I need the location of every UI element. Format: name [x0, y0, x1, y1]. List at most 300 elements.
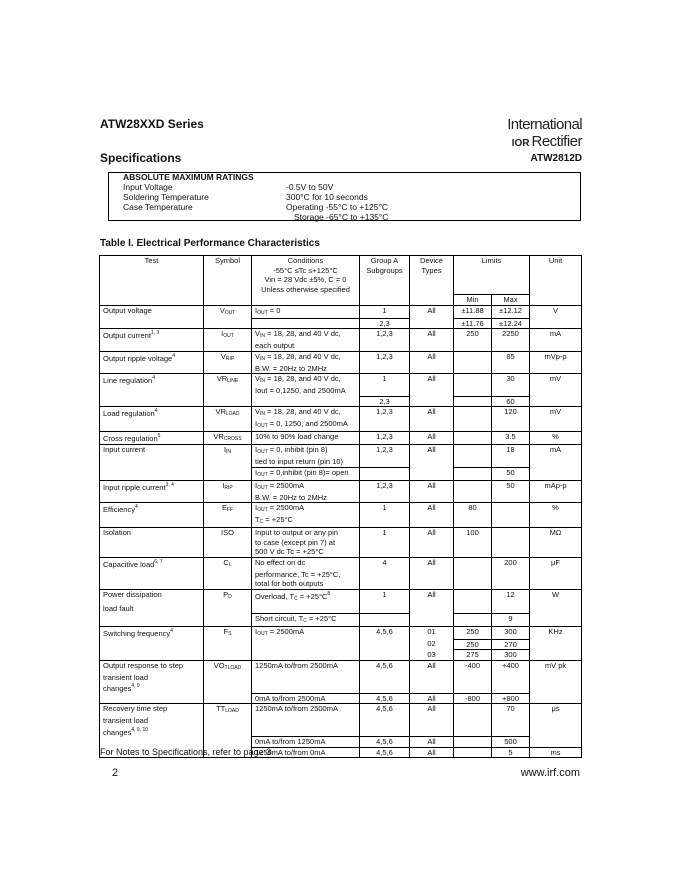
device-cell	[410, 515, 454, 528]
min-cell	[454, 614, 492, 627]
header-cell: Test	[100, 256, 204, 266]
group-cell: 1,2,3	[360, 329, 410, 342]
header-cell	[100, 285, 204, 295]
group-cell: 4	[360, 557, 410, 570]
conditions-cell	[252, 432, 360, 445]
group-cell	[360, 639, 410, 650]
cell-text: I	[255, 503, 258, 512]
min-cell	[454, 604, 492, 614]
conditions-cell	[252, 467, 360, 480]
cell-text: = 2500mA	[267, 480, 305, 490]
group-cell: 1	[360, 503, 410, 516]
max-cell: 85	[492, 351, 530, 364]
symbol-cell	[204, 627, 252, 640]
test-cell	[100, 329, 204, 342]
table-row	[100, 627, 582, 640]
unit-cell	[530, 538, 582, 548]
footnote-ref: 4	[134, 504, 138, 510]
test-cell	[100, 650, 204, 661]
table-row	[100, 650, 582, 661]
subscript: D	[228, 593, 232, 600]
symbol-cell	[204, 493, 252, 503]
subscript: TLOAD	[224, 664, 242, 671]
cell-text: = 0, inhibit (pin 8)	[267, 445, 328, 454]
unit-cell: mV	[530, 407, 582, 420]
subscript: IN	[260, 411, 266, 417]
header-cell	[204, 295, 252, 306]
group-cell	[360, 547, 410, 557]
header-cell	[360, 275, 410, 285]
min-cell: -800	[454, 693, 492, 704]
device-cell: All	[410, 693, 454, 704]
device-cell	[410, 547, 454, 557]
header-cell: Types	[410, 266, 454, 276]
header-cell	[530, 285, 582, 295]
group-cell	[360, 538, 410, 548]
abs-max-heading: ABSOLUTE MAXIMUM RATINGS	[123, 172, 254, 182]
group-cell	[360, 673, 410, 683]
symbol-cell	[204, 364, 252, 374]
subscript: OUT	[257, 423, 268, 429]
min-cell: ±11.76	[454, 318, 492, 329]
symbol-cell	[204, 737, 252, 748]
unit-cell: mA	[530, 329, 582, 342]
min-cell	[454, 432, 492, 445]
cell-text: V	[219, 305, 225, 315]
header-cell: Device	[410, 256, 454, 266]
cell-text: I	[255, 445, 258, 454]
group-cell: 1	[360, 305, 410, 318]
group-cell	[360, 386, 410, 396]
min-cell: 100	[454, 528, 492, 538]
conditions-cell	[252, 419, 360, 432]
subscript: RIP	[224, 484, 233, 491]
header-cell	[360, 285, 410, 295]
part-number: ATW2812D	[530, 153, 582, 164]
cell-text: changes	[103, 684, 132, 693]
cell-text: I	[223, 445, 227, 454]
device-cell: 02	[410, 639, 454, 650]
cell-text: = +25°C	[297, 591, 328, 601]
unit-cell	[530, 457, 582, 467]
max-cell: 50	[492, 467, 530, 480]
symbol-cell	[204, 432, 252, 445]
max-cell	[492, 419, 530, 432]
cell-text: performance, Tc = +25°C,	[255, 569, 341, 579]
device-cell: 03	[410, 650, 454, 661]
subscript: OUT	[257, 449, 268, 455]
header-cell	[100, 295, 204, 306]
max-cell: 60	[492, 396, 530, 407]
min-cell	[454, 386, 492, 396]
conditions-cell	[252, 493, 360, 503]
cell-text: I	[221, 329, 224, 338]
ior-logo-icon: IOR	[511, 138, 530, 149]
footnote-ref: 3, 4	[165, 481, 174, 488]
header-cell: Subgroups	[360, 266, 410, 276]
device-cell: All	[410, 407, 454, 420]
footnote-ref: 4	[152, 375, 155, 381]
group-cell	[360, 467, 410, 480]
device-cell	[410, 457, 454, 467]
group-cell	[360, 716, 410, 726]
min-cell	[454, 747, 492, 758]
group-cell	[360, 614, 410, 627]
device-cell	[410, 538, 454, 548]
unit-cell	[530, 682, 582, 693]
test-cell	[100, 693, 204, 704]
symbol-cell	[204, 305, 252, 318]
group-cell: 1	[360, 528, 410, 538]
unit-cell: W	[530, 589, 582, 604]
cell-text: P	[223, 589, 229, 599]
max-cell	[492, 673, 530, 683]
header-cell	[204, 275, 252, 285]
cell-text: Overload, T	[255, 591, 295, 601]
test-cell	[100, 673, 204, 683]
min-cell	[454, 716, 492, 726]
test-cell	[100, 716, 204, 726]
group-cell: 4,5,6	[360, 693, 410, 704]
subscript: C	[259, 519, 264, 525]
cell-text: 1250mA to/from 2500mA	[255, 660, 338, 670]
header-cell	[454, 285, 530, 295]
symbol-cell	[204, 639, 252, 650]
max-cell: 50	[492, 480, 530, 493]
header-cell	[530, 295, 582, 306]
table-row	[100, 407, 582, 420]
subscript: FF	[226, 507, 234, 513]
symbol-cell	[204, 419, 252, 432]
symbol-cell	[204, 407, 252, 420]
symbol-cell	[204, 726, 252, 737]
cell-text: = 18, 28, and 40 V dc,	[265, 329, 341, 338]
unit-cell	[530, 419, 582, 432]
unit-cell	[530, 341, 582, 351]
table-row	[100, 604, 582, 614]
max-cell: 30	[492, 374, 530, 387]
table-row	[100, 318, 582, 329]
device-cell	[410, 726, 454, 737]
device-cell	[410, 493, 454, 503]
table-row	[100, 419, 582, 432]
group-cell	[360, 341, 410, 351]
cell-text: I	[255, 467, 258, 477]
table-row	[100, 364, 582, 374]
device-cell	[410, 341, 454, 351]
device-cell: All	[410, 704, 454, 717]
conditions-cell	[252, 538, 360, 548]
symbol-cell	[204, 374, 252, 387]
conditions-cell	[252, 386, 360, 396]
unit-cell: ms	[530, 747, 582, 758]
unit-cell	[530, 579, 582, 589]
device-cell	[410, 682, 454, 693]
cell-text: V	[255, 374, 261, 383]
max-cell	[492, 604, 530, 614]
footnote-ref: 4, 9, 10	[131, 726, 149, 733]
cell-text: Short circuit, T	[255, 614, 304, 623]
symbol-cell	[204, 589, 252, 604]
test-cell	[100, 351, 204, 364]
cell-text: Output response to step	[103, 660, 184, 670]
min-cell	[454, 547, 492, 557]
group-cell: 2,3	[360, 396, 410, 407]
cell-text: 0mA to/from 2500mA	[255, 693, 326, 703]
table-row	[100, 570, 582, 580]
conditions-cell	[252, 693, 360, 704]
abs-max-value: Operating -55°C to +125°C	[286, 202, 389, 212]
cell-text: Power dissipation	[103, 589, 162, 599]
unit-cell	[530, 547, 582, 557]
unit-cell	[530, 467, 582, 480]
max-cell	[492, 682, 530, 693]
cell-text: C	[223, 557, 229, 567]
min-cell	[454, 570, 492, 580]
footnote-ref: 5	[157, 433, 161, 439]
conditions-cell	[252, 614, 360, 627]
cell-text: each output	[255, 341, 295, 350]
max-cell	[492, 547, 530, 557]
unit-cell: μF	[530, 557, 582, 570]
unit-cell	[530, 673, 582, 683]
test-cell	[100, 396, 204, 407]
cell-text: = 0	[267, 305, 281, 315]
group-cell: 1,2,3	[360, 407, 410, 420]
cell-text: 1250mA to/from 2500mA	[255, 704, 338, 713]
header-cell: Vin = 28 Vdc ±5%, C = 0	[252, 275, 360, 285]
test-cell	[100, 432, 204, 445]
unit-cell	[530, 386, 582, 396]
max-cell: 500	[492, 737, 530, 748]
cell-text: 1250mA to/from 0mA	[255, 747, 326, 757]
test-cell	[100, 515, 204, 528]
test-cell	[100, 374, 204, 387]
device-cell	[410, 467, 454, 480]
conditions-cell	[252, 682, 360, 693]
min-cell	[454, 467, 492, 480]
test-cell	[100, 547, 204, 557]
cell-text: B.W. = 20Hz to 2MHz	[255, 363, 327, 373]
header-cell: Unit	[530, 256, 582, 266]
min-cell	[454, 557, 492, 570]
conditions-cell	[252, 457, 360, 467]
device-cell	[410, 396, 454, 407]
conditions-cell	[252, 528, 360, 538]
symbol-cell	[204, 528, 252, 538]
cell-text: VR	[215, 407, 226, 416]
max-cell: 9	[492, 614, 530, 627]
min-cell	[454, 493, 492, 503]
table-row	[100, 457, 582, 467]
cell-text: I	[222, 480, 225, 490]
unit-cell	[530, 318, 582, 329]
header-cell: -55°C ≤Tc ≤+125°C	[252, 266, 360, 276]
device-cell: All	[410, 374, 454, 387]
unit-cell: mA	[530, 445, 582, 458]
conditions-cell	[252, 329, 360, 342]
header-cell: Unless otherwise specified	[252, 285, 360, 295]
table-row	[100, 528, 582, 538]
group-cell: 4,5,6	[360, 627, 410, 640]
subscript: C	[294, 595, 298, 602]
abs-max-label: Input Voltage	[123, 182, 173, 192]
unit-cell	[530, 726, 582, 737]
cell-text: = 0,inhibit (pin 8)= open	[267, 467, 349, 477]
group-cell	[360, 419, 410, 432]
test-cell	[100, 419, 204, 432]
unit-cell	[530, 515, 582, 528]
cell-text: VO	[213, 660, 225, 670]
table-row	[100, 538, 582, 548]
footnote-ref: 4, 9	[131, 683, 140, 689]
device-cell	[410, 614, 454, 627]
test-cell	[100, 627, 204, 640]
max-cell: 2250	[492, 329, 530, 342]
test-cell	[100, 604, 204, 614]
table-row	[100, 673, 582, 683]
cell-text: = 18, 28, and 40 V dc,	[265, 351, 341, 361]
min-cell: ±11.88	[454, 305, 492, 318]
header-cell: Limits	[454, 256, 530, 266]
electrical-performance-table	[99, 255, 582, 758]
device-cell: 01	[410, 627, 454, 640]
unit-cell	[530, 639, 582, 650]
cell-text: T	[255, 515, 260, 524]
symbol-cell	[204, 614, 252, 627]
conditions-cell	[252, 660, 360, 673]
table-row	[100, 515, 582, 528]
test-cell	[100, 737, 204, 748]
table-row	[100, 374, 582, 387]
header-cell	[360, 295, 410, 306]
symbol-cell	[204, 386, 252, 396]
test-cell	[100, 614, 204, 627]
test-cell	[100, 407, 204, 420]
max-cell: 5	[492, 747, 530, 758]
min-cell	[454, 457, 492, 467]
section-title: Specifications	[100, 151, 182, 165]
cell-text: changes	[103, 727, 132, 737]
table-row	[100, 726, 582, 737]
unit-cell: μs	[530, 704, 582, 717]
subscript: OUT	[224, 309, 236, 316]
footnote-ref: 6, 7	[154, 558, 163, 565]
group-cell: 1,2,3	[360, 480, 410, 493]
min-cell: -400	[454, 660, 492, 673]
cell-text: = 0, 1250, and 2500mA	[267, 419, 348, 428]
min-cell	[454, 737, 492, 748]
notes-reference: For Notes to Specifications, refer to page 3	[100, 747, 272, 757]
header-cell	[204, 285, 252, 295]
cell-text: V	[255, 329, 261, 338]
subscript: OUT	[257, 484, 268, 491]
abs-max-label: Soldering Temperature	[123, 192, 209, 202]
max-cell: 70	[492, 704, 530, 717]
min-cell: 250	[454, 329, 492, 342]
conditions-cell	[252, 704, 360, 717]
test-cell	[100, 503, 204, 516]
min-cell	[454, 351, 492, 364]
max-cell: 300	[492, 650, 530, 661]
subscript: OUT	[257, 631, 268, 637]
symbol-cell	[204, 351, 252, 364]
conditions-cell	[252, 547, 360, 557]
table-row	[100, 341, 582, 351]
cell-text: Cross regulation	[103, 434, 158, 443]
symbol-cell	[204, 604, 252, 614]
min-cell	[454, 480, 492, 493]
subscript: OUT	[223, 333, 234, 339]
cell-text: I	[255, 419, 258, 428]
test-cell	[100, 704, 204, 717]
footnote-ref: 4	[170, 628, 173, 634]
max-cell	[492, 341, 530, 351]
cell-text: F	[223, 627, 229, 636]
group-cell	[360, 515, 410, 528]
min-cell	[454, 704, 492, 717]
device-cell: All	[410, 445, 454, 458]
device-cell: All	[410, 351, 454, 364]
device-cell: All	[410, 589, 454, 604]
cell-text: B.W. = 20Hz to 2MHz	[255, 492, 327, 502]
device-cell	[410, 579, 454, 589]
unit-cell: V	[530, 305, 582, 318]
subscript: OUT	[257, 471, 268, 478]
website-link[interactable]: www.irf.com	[520, 767, 580, 779]
cell-text: tied to input return (pin 10)	[255, 457, 343, 466]
conditions-cell	[252, 589, 360, 604]
symbol-cell	[204, 716, 252, 726]
conditions-cell	[252, 557, 360, 570]
unit-cell: mAp-p	[530, 480, 582, 493]
table-row	[100, 329, 582, 342]
test-cell	[100, 364, 204, 374]
abs-max-value: -0.5V to 50V	[286, 182, 334, 192]
header-cell: Max	[492, 295, 530, 306]
table-row	[100, 614, 582, 627]
header-cell	[530, 266, 582, 276]
series-title: ATW28XXD Series	[100, 117, 204, 131]
unit-cell	[530, 570, 582, 580]
cell-text: Output ripple voltage	[103, 353, 173, 363]
symbol-cell	[204, 682, 252, 693]
table-row	[100, 693, 582, 704]
cell-text: 0mA to/from 1250mA	[255, 737, 326, 746]
unit-cell: %	[530, 432, 582, 445]
device-cell	[410, 570, 454, 580]
symbol-cell	[204, 467, 252, 480]
cell-text: 500 V dc Tc = +25°C	[255, 547, 324, 556]
table-row	[100, 557, 582, 570]
abs-max-value: Storage -65°C to +135°C	[294, 212, 389, 222]
conditions-cell	[252, 318, 360, 329]
symbol-cell	[204, 704, 252, 717]
max-cell	[492, 457, 530, 467]
cell-text: Output current	[103, 331, 151, 340]
test-cell	[100, 457, 204, 467]
cell-text: load fault	[103, 603, 134, 613]
subscript: OUT	[257, 309, 268, 316]
subscript: LOAD	[225, 411, 240, 417]
symbol-cell	[204, 660, 252, 673]
test-cell	[100, 318, 204, 329]
conditions-cell	[252, 579, 360, 589]
group-cell: 4,5,6	[360, 747, 410, 758]
group-cell: 2,3	[360, 318, 410, 329]
test-cell	[100, 589, 204, 604]
logo-text-rectifier	[506, 133, 582, 152]
